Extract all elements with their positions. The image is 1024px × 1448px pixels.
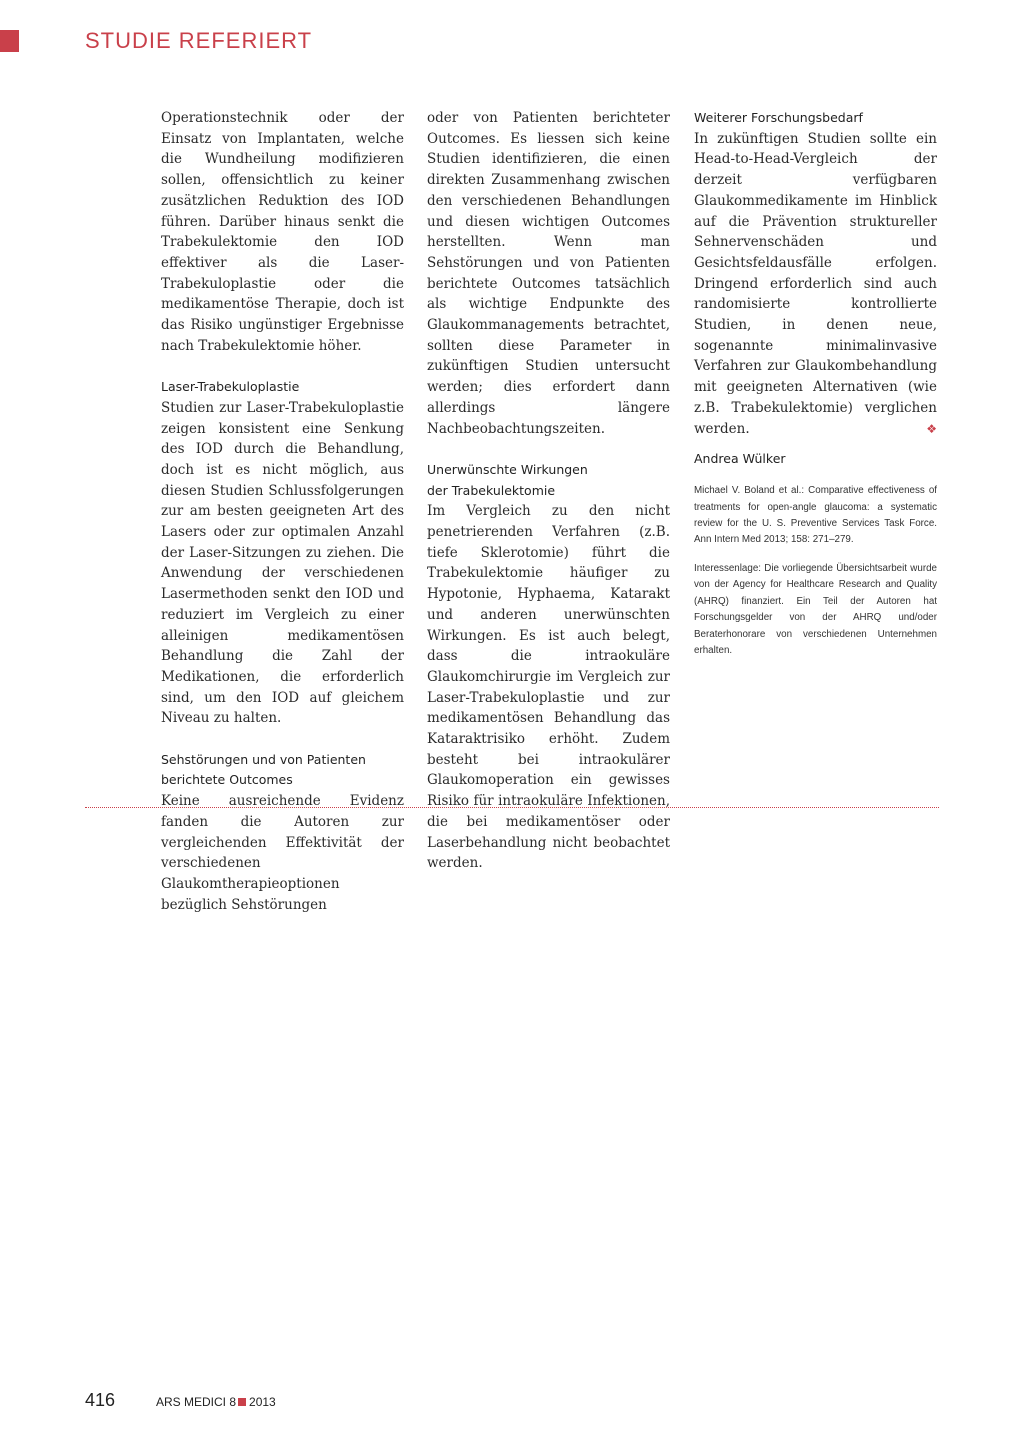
heading-sehstoerungen-line2: berichtete Outcomes [161,772,293,788]
journal-year: 2013 [249,1395,276,1409]
heading-sehstoerungen [161,750,404,791]
paragraph-sehstoerungen: Keine ausreichende Evidenz fanden die Autoren zur vergleichenden Effektivität der verschiedenen Glaukomtherapieoptionen bezüglich Sehstörungen [161,793,404,913]
section-accent-block [0,30,19,52]
author-name: Andrea Wülker [694,451,786,467]
paragraph-trabekulektomie-conclusion: Operationstechnik oder der Einsatz von Implantaten, welche die Wundheilung modifizieren sollen, offensichtlich zu keiner zusätzlichen Reduktion des IOD führen. Darüber hinaus senkt die Trabekulektomie den IOD effektiver als die Laser-Trabekuloplastie oder die medikamentöse Therapie, doch ist das Risiko ungünstiger Ergebnisse nach Trabekulektomie höher. [161,110,404,354]
separator-square-icon [238,1398,246,1406]
paragraph-forschungsbedarf [694,129,937,440]
end-of-article-icon: ❖ [926,421,937,436]
paragraph-unerwuenschte-wirkungen: Im Vergleich zu den nicht penetrierenden Verfahren (z.B. tiefe Sklerotomie) führt die Trabekulektomie häufiger zu Hypotonie, Hyphaema, Katarakt und anderen unerwünschten Wirkungen. Es ist auch belegt, dass die intraokuläre Glaukomchirurgie im Vergleich zur Laser-Trabekuloplastie und zur medikamentösen Behandlung das Kataraktrisiko erhöht. Zudem besteht bei intraokulärer Glaukomoperation ein gewisses Risiko für intraokuläre Infektionen, die bei medikamentöser oder Laserbehandlung nicht beobachtet werden. [427,503,670,872]
text-column-1 [161,108,404,915]
section-title: STUDIE REFERIERT [85,28,313,53]
text-column-3 [694,108,937,659]
reference-citation: Michael V. Boland et al.: Comparative effectiveness of treatments for open-angle glaucoma: a systematic review for the U. S. Preventive Services Task Force. Ann Intern Med 2013; 158: 271–279. [694,485,937,546]
dotted-divider [85,807,939,808]
paragraph-outcomes-continued: oder von Patienten berichteter Outcomes. Es liessen sich keine Studien identifizieren, die einen direkten Zusammenhang zwischen den verschiedenen Behandlungen und diesen wichtigen Outcomes herstellten. Wenn man Sehstörungen und von Patienten berichtete Outcomes tatsächlich als wichtige Endpunkte des Glaukommanagements betrachtet, sollten diese Parameter in zukünftigen Studien untersucht werden; dies erfordert dann allerdings längere Nachbeobachtungszeiten. [427,110,670,437]
heading-unerwuenschte-line2: der Trabekulektomie [427,482,556,498]
paragraph-forschungsbedarf-text: In zukünftigen Studien sollte ein Head-to-Head-Vergleich der derzeit verfügbaren Glaukommedikamente im Hinblick auf die Prävention struktureller Sehnervenschäden und Gesichtsfeldausfälle erfolgen. Dringend erforderlich sind auch randomisierte kontrollierte Studien, in denen neue, sogenannte minimalinvasive Verfahren zur Glaukombehandlung mit geeigneten Alternativen (wie z.B. Trabekulektomie) verglichen werden. [694,130,937,437]
journal-name: ARS MEDICI 8 [156,1395,237,1409]
heading-laser-trabekuloplastie: Laser-Trabekuloplastie [161,379,300,395]
disclosure-note: Interessenlage: Die vorliegende Übersichtsarbeit wurde von der Agency for Healthcare Research and Quality (AHRQ) finanziert. Ein Teil der Autoren hat Forschungsgelder von der AHRQ und/oder Beraterhonorare von verschiedenen Unternehmen erhalten. [694,562,937,656]
heading-sehstoerungen-line1: Sehstörungen und von Patienten [161,751,366,767]
heading-unerwuenschte-wirkungen [427,460,670,501]
page-number: 416 [85,1390,116,1410]
heading-weiterer-forschungsbedarf: Weiterer Forschungsbedarf [694,110,863,125]
paragraph-laser-trabekuloplastie: Studien zur Laser-Trabekuloplastie zeigen konsistent eine Senkung des IOD durch die Behandlung, doch ist es nicht möglich, aus diesen Studien Schlussfolgerungen zur am besten geeigneten Art des Lasers oder zur optimalen Anzahl der Laser-Sitzungen zu ziehen. Die Anwendung der verschiedenen Lasermethoden senkt den IOD und reduziert im Vergleich zu einer alleinigen medikamentösen Behandlung die Zahl der Medikationen, die erforderlich sind, um den IOD auf gleichem Niveau zu halten. [161,399,404,727]
text-column-2 [427,108,670,874]
journal-info [156,1395,276,1409]
heading-unerwuenschte-line1: Unerwünschte Wirkungen [427,461,588,477]
